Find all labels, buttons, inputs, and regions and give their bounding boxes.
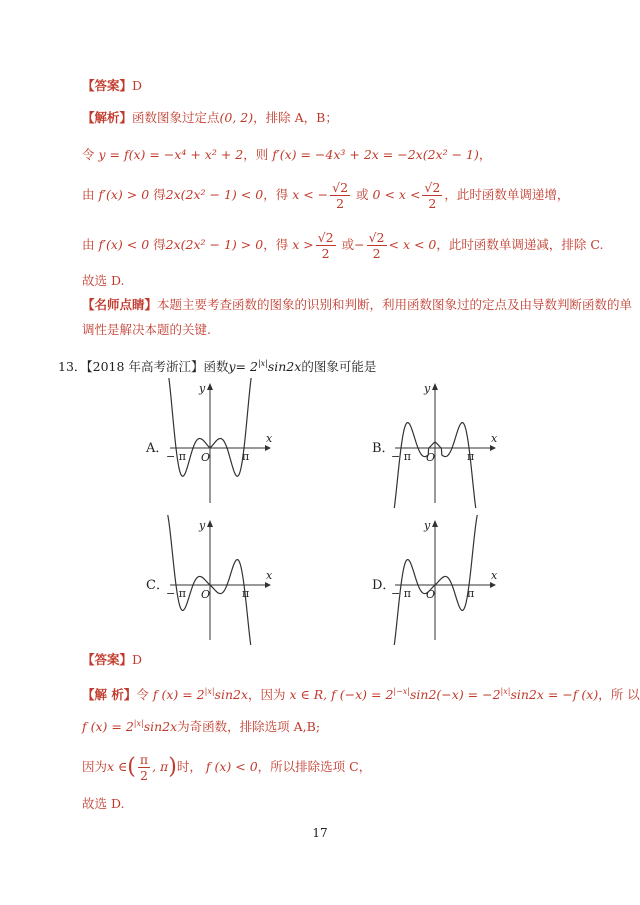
option-b-label[interactable]: B． — [372, 441, 395, 456]
graph-option-a[interactable] — [165, 378, 275, 508]
analysis-conclusion: 故选 D. — [82, 273, 125, 288]
option-a-label[interactable]: A． — [146, 441, 169, 456]
exponent: |x| — [257, 359, 268, 368]
fraction — [422, 180, 442, 211]
origin-label: O — [201, 451, 211, 464]
analysis-text: 由 — [82, 237, 95, 252]
question-text: 的图象可能是 — [301, 359, 377, 375]
x-axis-label: x — [266, 432, 273, 445]
y-axis-label: y — [424, 519, 431, 532]
pos-pi-label: π — [242, 587, 250, 600]
origin-label: O — [426, 588, 436, 601]
condition: f′(x) < 0 — [98, 237, 150, 252]
x-axis-label: x — [491, 432, 498, 445]
answer-line-1 — [82, 78, 142, 94]
answer-tag: 【答案】 — [82, 78, 133, 93]
domain: x ∈ R, — [289, 687, 328, 703]
minus-sign: − — [354, 237, 365, 252]
origin-label: O — [201, 588, 211, 601]
exponent: |x| — [133, 719, 144, 728]
analysis-line-1 — [82, 110, 338, 126]
analysis-line-2 — [82, 147, 491, 163]
fraction — [316, 230, 336, 261]
answer-value: D — [132, 78, 143, 93]
fraction — [138, 752, 150, 783]
fraction-num: √2 — [368, 230, 385, 245]
option-d-label[interactable]: D． — [372, 578, 396, 593]
y-axis-arrow — [432, 520, 438, 527]
derivative-formula: f′(x) = −4x³ + 2x = −2x(2x² − 1) — [272, 147, 479, 162]
teacher-line-1 — [82, 297, 632, 313]
analysis-text: ，得 — [263, 237, 289, 252]
teacher-line-2: 调性是解决本题的关键. — [82, 322, 211, 337]
x-axis-arrow — [265, 582, 271, 588]
analysis-text: ，所 以 — [598, 687, 640, 703]
formula: sin2(−x) = −2 — [410, 687, 501, 703]
analysis-text: ，得 — [263, 187, 289, 202]
fraction — [330, 180, 350, 211]
inequality: 2x(2x² − 1) < 0 — [165, 187, 264, 202]
x-range: x < − — [292, 187, 329, 202]
formula: x ∈ — [107, 759, 128, 774]
y-axis-arrow — [207, 520, 213, 527]
analysis2-line-2 — [82, 716, 320, 735]
analysis-text: 得 — [153, 187, 166, 202]
graph-option-b[interactable] — [390, 378, 500, 508]
analysis2-line-3: 因为x ∈( $\frac{\pi}{2}$ , π)时， f (x) < 0，所以排除选项 C， — [82, 752, 372, 783]
pos-pi-label: π — [467, 587, 475, 600]
x-axis-arrow — [265, 445, 271, 451]
x-range: x > — [292, 237, 314, 252]
analysis-text: 或 — [356, 187, 369, 202]
analysis-text: 令 — [136, 687, 149, 703]
analysis-text: 得 — [153, 237, 166, 252]
condition: f′(x) > 0 — [98, 187, 150, 202]
formula: f (x) < 0 — [205, 759, 258, 774]
y-axis-label: y — [199, 519, 206, 532]
analysis-text: ，所以排除选项 C， — [257, 759, 372, 774]
question-function: sin2x — [267, 359, 302, 375]
y-axis-label: y — [424, 382, 431, 395]
answer-tag: 【答案】 — [82, 652, 133, 667]
formula: f (x) = 2 — [152, 687, 205, 703]
formula: f (−x) = 2 — [331, 687, 394, 703]
neg-pi-label: − π — [166, 450, 186, 463]
formula: f (x) = 2 — [82, 719, 134, 735]
inequality: 2x(2x² − 1) > 0 — [165, 237, 264, 252]
pos-pi-label: π — [242, 450, 250, 463]
y-axis-label: y — [199, 382, 206, 395]
answer-value: D — [132, 652, 143, 667]
fraction-num: √2 — [424, 180, 441, 195]
function-formula: y = f(x) = −x⁴ + x² + 2 — [98, 147, 244, 162]
fraction-num: π — [139, 752, 149, 767]
fraction-den: 2 — [336, 196, 345, 211]
analysis-text: 函数图象过定点 — [132, 110, 220, 125]
analysis-text: 由 — [82, 187, 95, 202]
question-function: y= 2 — [228, 359, 258, 375]
exponent: |x| — [204, 687, 215, 696]
teacher-tag: 【名师点睛】 — [82, 297, 158, 312]
analysis-text: 时， — [176, 759, 202, 774]
neg-pi-label: − π — [391, 450, 411, 463]
formula: , π — [152, 759, 169, 774]
analysis-tag: 【解析】 — [82, 110, 133, 125]
fraction-den: 2 — [372, 246, 381, 261]
question-number: 13． — [58, 359, 87, 375]
y-axis-arrow — [432, 383, 438, 390]
x-axis-label: x — [491, 569, 498, 582]
analysis-text: ，此时函数单调递增， — [444, 187, 570, 202]
analysis-text: 或 — [341, 237, 355, 252]
graph-option-c[interactable] — [165, 515, 275, 645]
analysis-text: 令 — [82, 147, 95, 162]
fraction-num: √2 — [317, 230, 334, 245]
pos-pi-label: π — [467, 450, 475, 463]
x-range: 0 < x < — [372, 187, 421, 202]
teacher-text: 本题主要考查函数的图象的识别和判断，利用函数图象过的定点及由导数判断函数的单 — [157, 297, 633, 312]
analysis-text: ，此时函数单调递减，排除 C. — [436, 237, 604, 252]
analysis2-line-1 — [82, 684, 640, 703]
formula: sin2x = −f (x) — [510, 687, 599, 703]
graph-option-d[interactable] — [390, 515, 500, 645]
question-source: 【2018 年高考浙江】 — [86, 359, 204, 375]
fraction-den: 2 — [321, 246, 330, 261]
analysis-text: ， — [478, 147, 492, 162]
answer-line-2 — [82, 652, 142, 668]
analysis-text: 因为 — [82, 759, 108, 774]
fraction-den: 2 — [140, 768, 148, 783]
x-range: < x < 0 — [388, 237, 437, 252]
fraction — [367, 230, 387, 261]
x-axis-arrow — [490, 582, 496, 588]
analysis-text: 为奇函数，排除选项 A,B; — [177, 719, 321, 735]
origin-label: O — [426, 451, 436, 464]
fraction-den: 2 — [428, 196, 437, 211]
formula: sin2x — [214, 687, 249, 703]
analysis-text: ，则 — [243, 147, 269, 162]
analysis-tag: 【解 析】 — [82, 687, 137, 703]
fixed-point: (0, 2) — [219, 110, 254, 125]
formula: sin2x — [143, 719, 178, 735]
exponent: |−x| — [393, 687, 410, 696]
analysis-line-3 — [82, 180, 569, 211]
option-c-label[interactable]: C． — [146, 578, 169, 593]
page-number: 17 — [312, 826, 328, 840]
neg-pi-label: − π — [166, 587, 186, 600]
neg-pi-label: − π — [391, 587, 411, 600]
analysis-text: ，排除 A，B； — [253, 110, 338, 125]
question-13 — [58, 356, 376, 375]
analysis2-conclusion: 故选 D. — [82, 796, 125, 811]
analysis-text: ，因为 — [248, 687, 286, 703]
question-text: 函数 — [203, 359, 229, 375]
analysis-line-4 — [82, 230, 603, 261]
exponent: |x| — [500, 687, 511, 696]
fraction-num: √2 — [332, 180, 349, 195]
x-axis-arrow — [490, 445, 496, 451]
y-axis-arrow — [207, 383, 213, 390]
x-axis-label: x — [266, 569, 273, 582]
